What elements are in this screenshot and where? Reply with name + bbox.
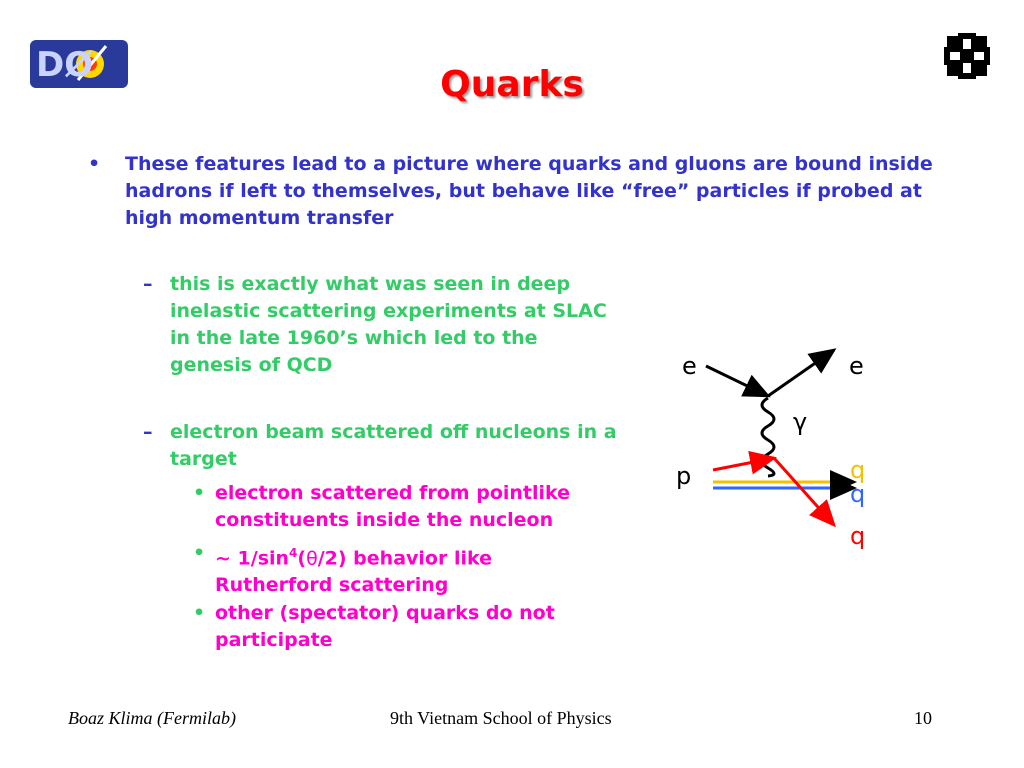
rutherford-paren: ( [297,547,307,570]
struck-quark-red [774,458,834,525]
footer-event: 9th Vietnam School of Physics [390,708,612,728]
footer-page-number: 10 [914,708,932,728]
label-q-red: q [850,522,866,550]
theta-symbol: θ [306,547,318,570]
rutherford-sup: 4 [289,546,298,560]
dash-marker: – [143,273,153,295]
photon-line [762,398,774,476]
label-e-in: e [682,352,697,380]
footer-author: Boaz Klima (Fermilab) [68,708,236,728]
label-gamma: γ [793,408,808,436]
bullet-marker: • [88,153,101,175]
electron-out-line [768,350,834,396]
feynman-diagram [640,330,880,560]
dash-marker: – [143,421,153,443]
subsub-bullet-pointlike: electron scattered from pointlike constituents inside the nucleon [215,482,571,531]
label-q-blue: q [850,480,866,508]
bullet-marker: • [193,482,206,504]
rutherford-suffix: /2) behavior like Rutherford scattering [215,547,492,597]
electron-in-line [706,366,768,396]
rutherford-prefix: ~ 1/sin [215,547,290,570]
subsub-bullet-rutherford [215,540,545,599]
sub-bullet-slac: this is exactly what was seen in deep inelastic scattering experiments at SLAC in the late 1960’s which led to the genesis of QCD [170,273,607,376]
d0-logo-text: DØ [36,45,94,85]
label-q-yellow: q [850,456,866,484]
subsub-bullet-spectator: other (spectator) quarks do not participate [215,602,555,651]
slide-title: Quarks [440,64,584,105]
main-bullet-text: These features lead to a picture where quarks and gluons are bound inside hadrons if left to themselves, but behave like “free” particles if probed at high momentum transfer [125,153,933,229]
label-e-out: e [849,352,864,380]
label-p: p [676,462,692,490]
bullet-marker: • [193,602,206,624]
bullet-marker: • [193,542,206,564]
sub-bullet-electron-beam: electron beam scattered off nucleons in a target [170,421,617,470]
